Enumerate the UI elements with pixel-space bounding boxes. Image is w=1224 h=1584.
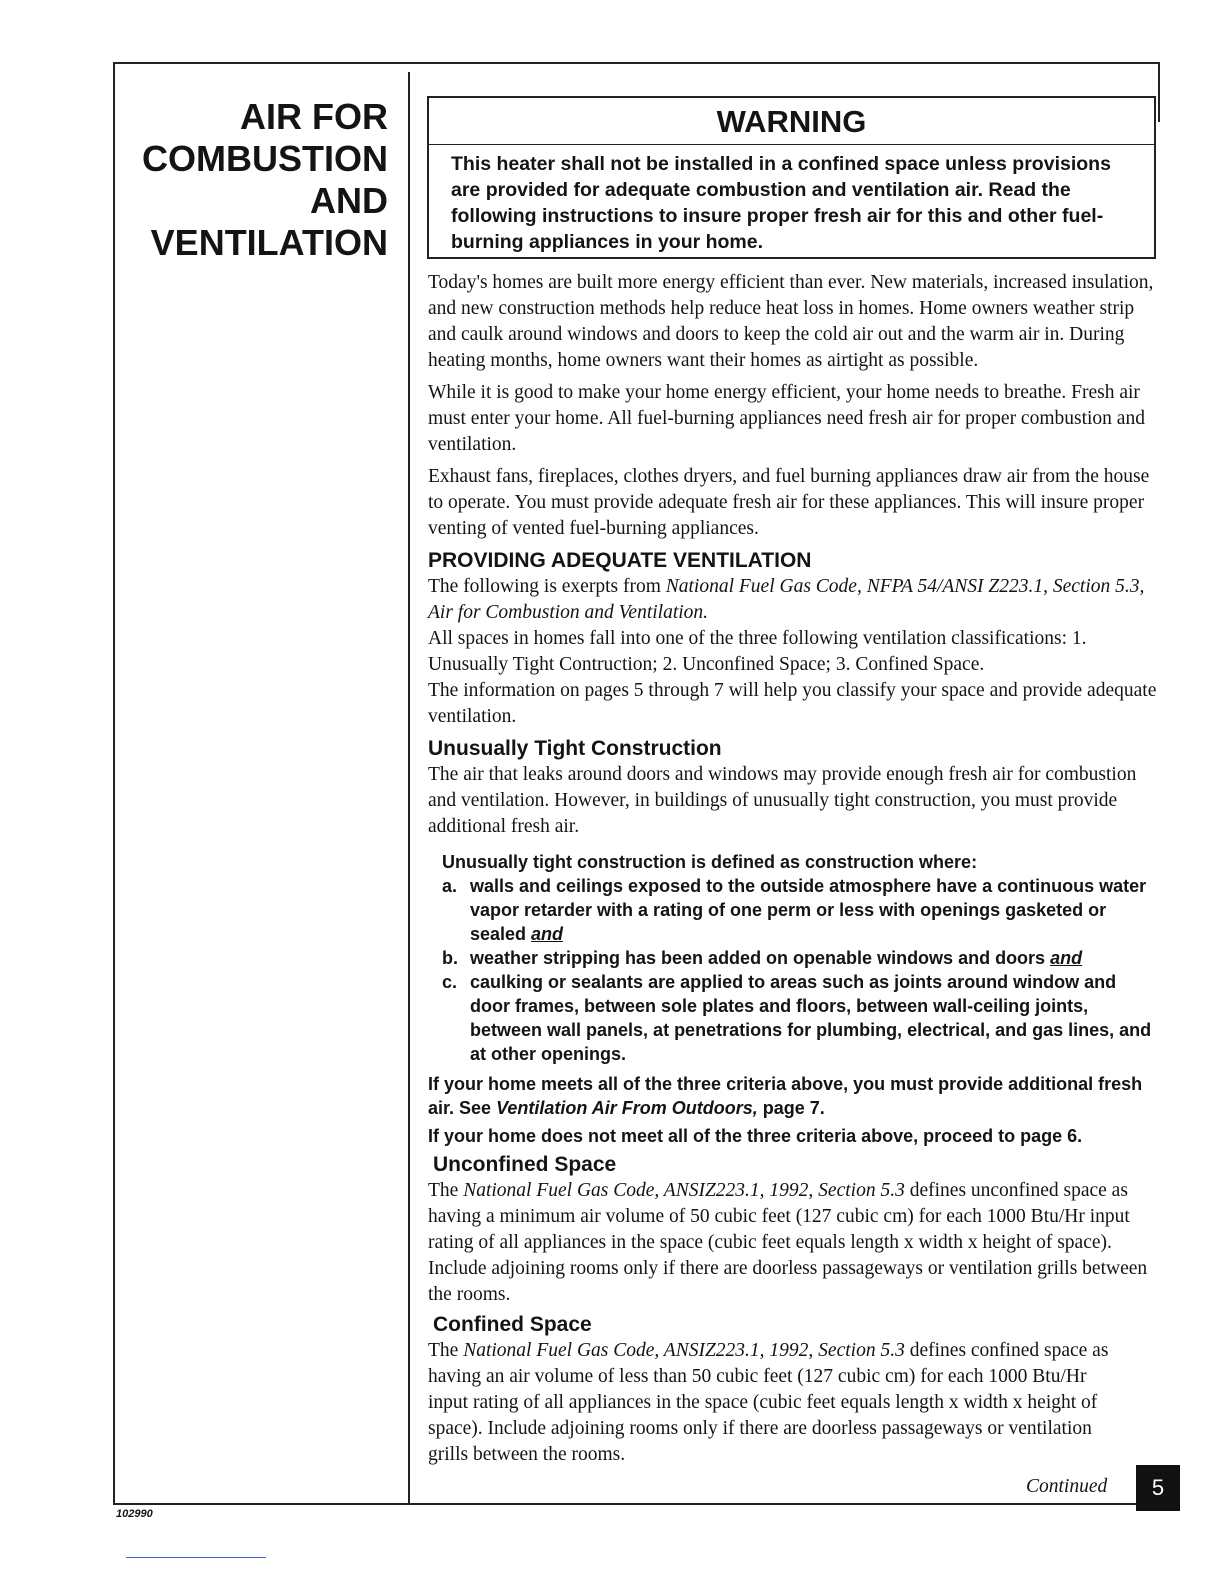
adequate-paragraph-1 <box>428 574 1158 626</box>
section-title <box>120 96 388 264</box>
intro-paragraph: While it is good to make your home energy efficient, your home needs to breathe. Fresh air must enter your home. All fuel-burning appliances need fresh air for proper combustion and ventilation. <box>428 382 1145 455</box>
intro-paragraph: Exhaust fans, fireplaces, clothes dryers, and fuel burning appliances draw air from the house to operate. You must provide adequate fresh air for these appliances. This will insure proper venting of vented fuel-burning appliances. <box>428 466 1150 539</box>
intro-paragraph: Today's homes are built more energy efficient than ever. New materials, increased insulation, and new construction methods help reduce heat loss in homes. Home owners weather strip and caulk around windows and doors to keep the cold air out and the warm air in. During heating months, home owners want their homes as airtight as possible. <box>428 272 1154 371</box>
criteria-letter: b. <box>442 948 458 968</box>
note-text: page 7. <box>757 1098 825 1118</box>
adequate-p1-text: The following is exerpts from <box>428 576 666 597</box>
code-citation: National Fuel Gas Code, NFPA 54/ANSI Z223.1, Section 5.3, Air for Combustion and Ventilation. <box>428 576 1145 623</box>
note-text: If your home meets all of the three criteria above, you must provide additional fresh air. See <box>428 1074 1143 1118</box>
frame-left-rule <box>113 62 115 1505</box>
column-divider <box>408 72 410 1503</box>
page-number-badge: 5 <box>1136 1465 1180 1511</box>
criteria-text: weather stripping has been added on openable windows and doors <box>470 948 1051 968</box>
unconfined-space-heading: Unconfined Space <box>433 1153 617 1176</box>
section-title-line: COMBUSTION <box>142 138 388 179</box>
tight-construction-heading: Unusually Tight Construction <box>428 737 722 760</box>
unconfined-paragraph <box>428 1178 1158 1308</box>
code-citation: National Fuel Gas Code, ANSIZ223.1, 1992, Section 5.3 <box>463 1340 905 1361</box>
unconfined-text: defines unconfined space as having a minimum air volume of 50 cubic feet (127 cubic cm) for each 1000 Btu/Hr input rating of all appliances in the space (cubic feet equals length x width x height of space). Include adjoining rooms only if there are doorless passageways or ventilation grills between the rooms. <box>428 1180 1148 1305</box>
frame-right-rule <box>1158 62 1160 122</box>
criteria-item <box>442 946 1158 970</box>
footer-rule <box>126 1557 266 1558</box>
section-title-line: AND <box>310 180 388 221</box>
criteria-text: caulking or sealants are applied to areas such as joints around window and door frames, between sole plates and floors, between wall-ceiling joints, between wall panels, at penetrations for plumbing, electrical, and gas lines, and at other openings. <box>470 972 1152 1064</box>
criteria-item <box>442 970 1158 1066</box>
adequate-paragraph-3: The information on pages 5 through 7 will help you classify your space and provide adequate ventilation. <box>428 680 1157 727</box>
criteria-item <box>442 874 1158 946</box>
warning-box <box>427 96 1156 259</box>
criteria-and: and <box>531 924 564 944</box>
criteria-and: and <box>1050 948 1083 968</box>
confined-text: The <box>428 1340 464 1361</box>
tight-paragraph: The air that leaks around doors and windows may provide enough fresh air for combustion and ventilation. However, in buildings of unusually tight construction, you must provide additional fresh air. <box>428 764 1137 837</box>
frame-bottom-rule <box>113 1503 1160 1505</box>
criteria-note-meets <box>428 1072 1158 1120</box>
main-content <box>428 270 1158 1474</box>
confined-text: defines confined space as having an air volume of less than 50 cubic feet (127 cubic cm) for each 1000 Btu/Hr input rating of all appliances in the space (cubic feet equals length x width x height of space). Include adjoining rooms only if there are doorless passageways or ventilation grills between the rooms. <box>428 1340 1109 1465</box>
unconfined-text: The <box>428 1180 464 1201</box>
confined-paragraph <box>428 1338 1118 1468</box>
criteria-intro: Unusually tight construction is defined as construction where: <box>442 852 978 872</box>
criteria-letter: c. <box>442 972 458 992</box>
section-title-line: VENTILATION <box>150 222 388 263</box>
adequate-paragraph-2: All spaces in homes fall into one of the three following ventilation classifications: 1. Unusually Tight Contruction; 2. Unconfined Space; 3. Confined Space. <box>428 628 1087 675</box>
adequate-ventilation-heading: PROVIDING ADEQUATE VENTILATION <box>428 549 812 572</box>
warning-title: WARNING <box>429 98 1154 145</box>
section-title-line: AIR FOR <box>240 96 388 137</box>
code-citation: National Fuel Gas Code, ANSIZ223.1, 1992, Section 5.3 <box>463 1180 905 1201</box>
frame-top-rule <box>113 62 1160 64</box>
confined-space-heading: Confined Space <box>433 1313 592 1336</box>
warning-text: This heater shall not be installed in a confined space unless provisions are provided for adequate combustion and ventilation air. Read the following instructions to insure proper fresh air for this and other fuel-burning appliances in your home. <box>451 153 1111 253</box>
criteria-text: walls and ceilings exposed to the outside atmosphere have a continuous water vapor retarder with a rating of one perm or less with openings gasketed or sealed <box>470 876 1147 944</box>
note-reference: Ventilation Air From Outdoors, <box>496 1098 758 1118</box>
continued-label: Continued <box>1026 1476 1108 1497</box>
criteria-letter: a. <box>442 876 458 896</box>
criteria-note-not-meets: If your home does not meet all of the three criteria above, proceed to page 6. <box>428 1126 1083 1146</box>
document-code: 102990 <box>116 1508 153 1520</box>
